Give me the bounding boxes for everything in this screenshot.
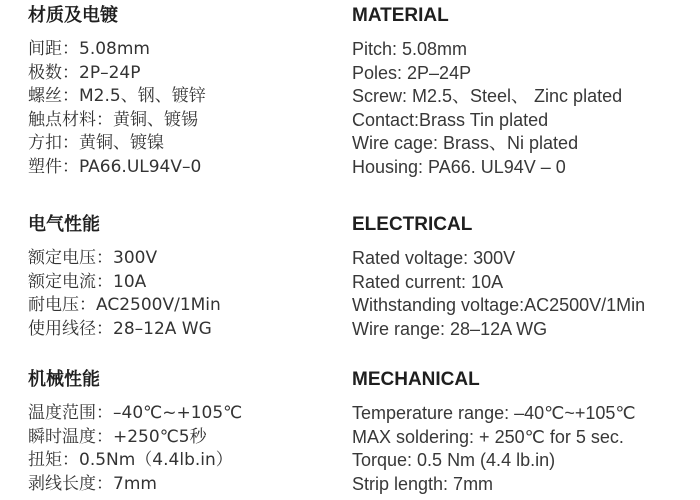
en-electrical-wire-range: Wire range: 28–12A WG bbox=[352, 318, 548, 339]
cn-material-wire-cage: 方扣：黄铜、镀镍 bbox=[28, 133, 164, 153]
en-material-housing: Housing: PA66. UL94V – 0 bbox=[352, 156, 566, 177]
cn-mechanical-torque: 扭矩：0.5Nm（4.4lb.in） bbox=[28, 450, 233, 470]
en-electrical-rated-voltage: Rated voltage: 300V bbox=[352, 248, 516, 268]
cn-material-screw: 螺丝：M2.5、钢、镀锌 bbox=[28, 86, 206, 106]
en-electrical-withstanding-voltage: Withstanding voltage:AC2500V/1Min bbox=[352, 295, 646, 315]
en-material-screw: Screw: M2.5、Steel、 Zinc plated bbox=[352, 86, 623, 106]
en-material-heading: MATERIAL bbox=[352, 5, 449, 26]
cn-material-pitch: 间距：5.08mm bbox=[28, 39, 150, 59]
cn-material-section bbox=[28, 6, 206, 179]
cn-material-heading: 材质及电镀 bbox=[28, 5, 118, 26]
en-material-section bbox=[352, 6, 622, 179]
cn-electrical-rated-voltage: 额定电压：300V bbox=[28, 248, 158, 268]
cn-mechanical-list bbox=[28, 402, 242, 496]
cn-electrical-heading: 电气性能 bbox=[28, 214, 100, 235]
en-mechanical-soldering: MAX soldering: + 250℃ for 5 sec. bbox=[352, 426, 624, 447]
cn-mechanical-temperature: 温度范围：–40℃~+105℃ bbox=[28, 403, 243, 423]
en-mechanical-strip-length: Strip length: 7mm bbox=[352, 473, 494, 494]
en-electrical-section bbox=[352, 215, 645, 341]
en-mechanical-list bbox=[352, 402, 636, 496]
cn-electrical-list bbox=[28, 247, 221, 341]
cn-material-housing: 塑件：PA66.UL94V–0 bbox=[28, 156, 202, 177]
en-material-poles: Poles: 2P–24P bbox=[352, 62, 472, 83]
cn-electrical-withstanding-voltage: 耐电压：AC2500V/1Min bbox=[28, 295, 221, 315]
cn-mechanical-heading: 机械性能 bbox=[28, 369, 100, 390]
en-material-list bbox=[352, 38, 622, 179]
en-mechanical-temperature: Temperature range: –40℃~+105℃ bbox=[352, 403, 636, 423]
en-material-wire-cage: Wire cage: Brass、Ni plated bbox=[352, 133, 579, 153]
en-electrical-list bbox=[352, 247, 645, 341]
cn-material-poles: 极数：2P–24P bbox=[28, 62, 141, 83]
en-mechanical-section bbox=[352, 370, 636, 496]
en-electrical-rated-current: Rated current: 10A bbox=[352, 271, 504, 292]
en-material-pitch: Pitch: 5.08mm bbox=[352, 39, 468, 59]
cn-material-contact: 触点材料：黄铜、镀锡 bbox=[28, 109, 198, 130]
cn-mechanical-soldering: 瞬时温度：+250℃5秒 bbox=[28, 426, 207, 447]
cn-mechanical-section bbox=[28, 370, 242, 496]
en-material-contact: Contact:Brass Tin plated bbox=[352, 109, 549, 130]
cn-electrical-rated-current: 额定电流：10A bbox=[28, 271, 147, 292]
en-electrical-heading: ELECTRICAL bbox=[352, 214, 473, 235]
en-mechanical-torque: Torque: 0.5 Nm (4.4 lb.in) bbox=[352, 450, 556, 470]
cn-mechanical-strip-length: 剥线长度：7mm bbox=[28, 473, 157, 494]
cn-electrical-section bbox=[28, 215, 221, 341]
en-mechanical-heading: MECHANICAL bbox=[352, 369, 480, 390]
cn-material-list bbox=[28, 38, 206, 179]
cn-electrical-wire-range: 使用线径：28–12A WG bbox=[28, 318, 212, 339]
